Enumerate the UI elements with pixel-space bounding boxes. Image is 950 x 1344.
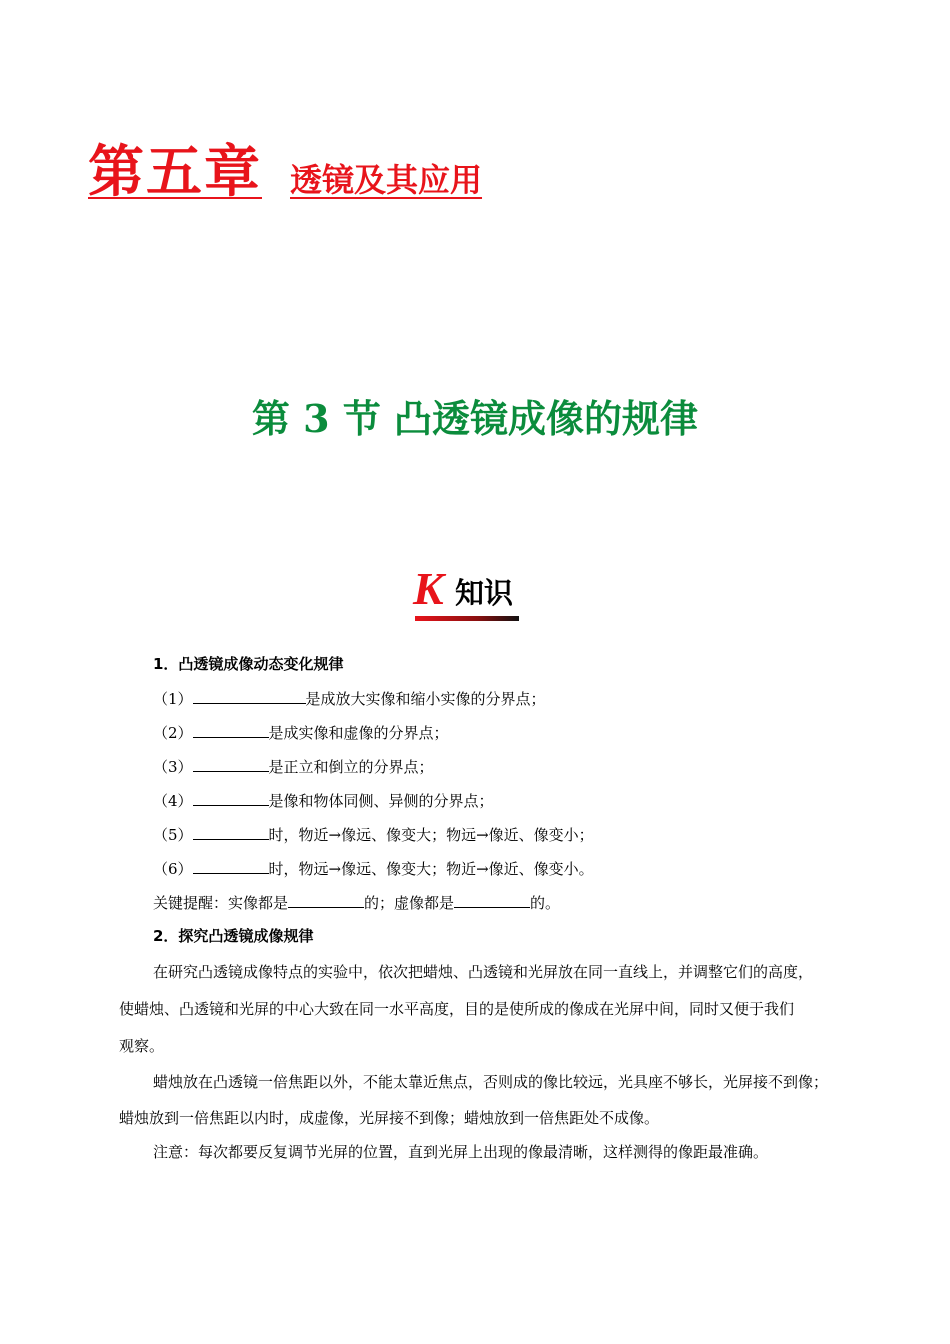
- key-tip: 关键提醒：实像都是 的；虚像都是 的。: [153, 894, 561, 912]
- paragraph-line: 蜡烛放到一倍焦距以内时，成虚像，光屏接不到像；蜡烛放到一倍焦距处不成像。: [119, 1109, 660, 1127]
- paragraph-line: 注意：每次都要反复调节光屏的位置，直到光屏上出现的像最清晰，这样测得的像距最准确。: [153, 1143, 769, 1161]
- answer-blank[interactable]: [193, 858, 269, 874]
- rule-item: （3） 是正立和倒立的分界点；: [153, 758, 434, 776]
- answer-blank[interactable]: [193, 824, 269, 840]
- answer-blank[interactable]: [193, 722, 269, 738]
- badge-word: 知识: [455, 576, 514, 610]
- rule-item: （1） 是成放大实像和缩小实像的分界点；: [153, 690, 546, 708]
- part1-heading: 1．凸透镜成像动态变化规律: [153, 655, 344, 673]
- paragraph-line: 在研究凸透镜成像特点的实验中，依次把蜡烛、凸透镜和光屏放在同一直线上，并调整它们的高度，: [153, 963, 814, 981]
- chapter-title: 透镜及其应用: [290, 161, 483, 199]
- paragraph-line: 使蜡烛、凸透镜和光屏的中心大致在同一水平高度，目的是使所成的像成在光屏中间，同时又便于我们: [119, 1000, 795, 1018]
- answer-blank[interactable]: [193, 688, 306, 704]
- answer-blank[interactable]: [193, 790, 269, 806]
- rule-item: （6） 时，物远→像远、像变大；物近→像近、像变小。: [153, 860, 594, 878]
- part2-heading: 2．探究凸透镜成像规律: [153, 927, 314, 945]
- chapter-heading: [88, 128, 482, 208]
- rule-item: （2） 是成实像和虚像的分界点；: [153, 724, 449, 742]
- chapter-number: 第五章: [88, 139, 262, 205]
- rule-item: （4） 是像和物体同侧、异侧的分界点；: [153, 792, 494, 810]
- badge-underline: [415, 616, 519, 621]
- section-title: 第 3 节 凸透镜成像的规律: [251, 396, 699, 441]
- rule-item: （5） 时，物近→像远、像变大；物远→像近、像变小；: [153, 826, 594, 844]
- answer-blank[interactable]: [454, 892, 530, 908]
- knowledge-badge: [413, 563, 523, 622]
- paragraph-line: 蜡烛放在凸透镜一倍焦距以外，不能太靠近焦点，否则成的像比较远，光具座不够长，光屏接不到像；: [153, 1073, 829, 1091]
- badge-letter: K: [413, 563, 444, 614]
- answer-blank[interactable]: [193, 756, 269, 772]
- paragraph-line: 观察。: [119, 1037, 165, 1055]
- answer-blank[interactable]: [288, 892, 364, 908]
